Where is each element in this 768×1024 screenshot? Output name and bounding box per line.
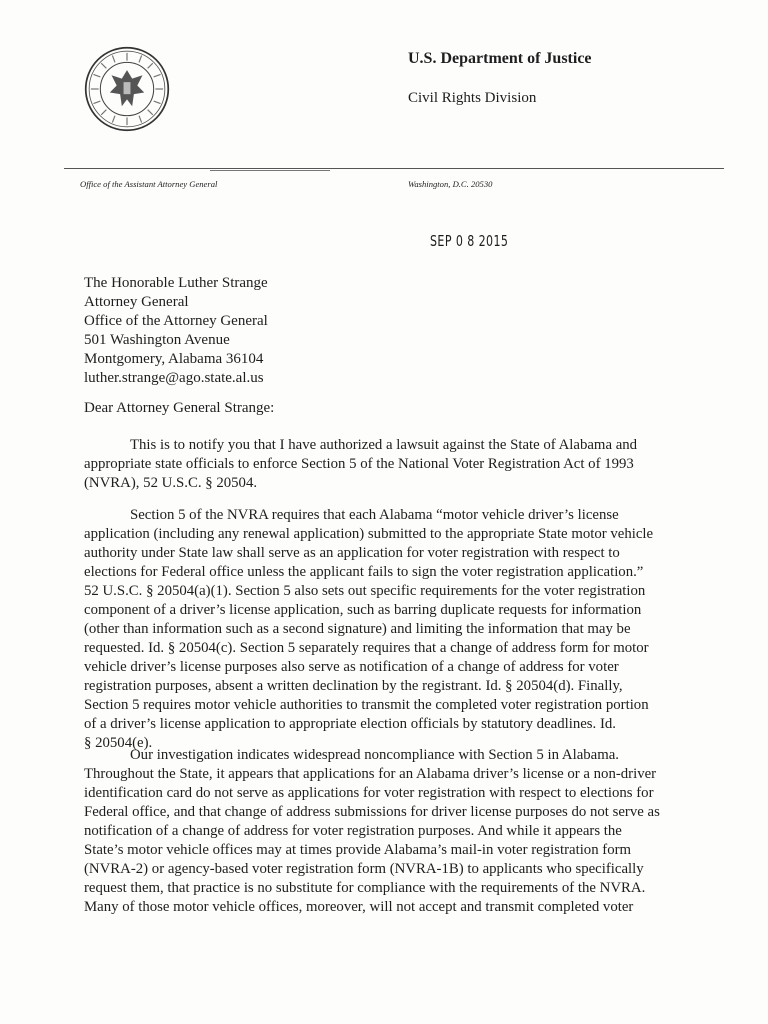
- paragraph-line: component of a driver’s license application, such as barring duplicate requests for information: [84, 602, 642, 618]
- paragraph-line: Many of those motor vehicle offices, moreover, will not accept and transmit completed voter: [84, 899, 634, 915]
- paragraph-line: Section 5 requires motor vehicle authorities to transmit the completed voter registration portion: [84, 697, 649, 713]
- body-paragraph-3: [84, 746, 732, 917]
- paragraph-line: Throughout the State, it appears that applications for an Alabama driver’s license or a non-driver: [84, 766, 657, 782]
- paragraph-line: This is to notify you that I have authorized a lawsuit against the State of Alabama and: [130, 437, 638, 453]
- paragraph-line: application (including any renewal application) submitted to the appropriate State motor vehicle: [84, 526, 654, 542]
- salutation: Dear Attorney General Strange:: [84, 400, 275, 416]
- recipient-line: 501 Washington Avenue: [84, 332, 230, 348]
- doj-seal-icon: [84, 46, 170, 132]
- recipient-line: Office of the Attorney General: [84, 313, 268, 329]
- paragraph-line: Section 5 of the NVRA requires that each Alabama “motor vehicle driver’s license: [130, 507, 619, 523]
- paragraph-line: requested. Id. § 20504(c). Section 5 separately requires that a change of address form for motor: [84, 640, 649, 656]
- paragraph-line: notification of a change of address for voter registration purposes. And while it appears the: [84, 823, 622, 839]
- recipient-line: The Honorable Luther Strange: [84, 275, 268, 291]
- paragraph-line: 52 U.S.C. § 20504(a)(1). Section 5 also sets out specific requirements for the voter registration: [84, 583, 646, 599]
- paragraph-line: authority under State law shall serve as an application for voter registration with respect to: [84, 545, 620, 561]
- date-stamp: SEP 0 8 2015: [430, 232, 509, 250]
- paragraph-line: (other than information such as a second signature) and limiting the information that may be: [84, 621, 631, 637]
- recipient-line: Attorney General: [84, 294, 189, 310]
- paragraph-line: § 20504(e).: [84, 735, 153, 751]
- office-location: Washington, D.C. 20530: [408, 179, 493, 189]
- division-name: Civil Rights Division: [408, 90, 537, 106]
- paragraph-line: Federal office, and that change of address submissions for driver license purposes do not serve as: [84, 804, 660, 820]
- recipient-address: [84, 274, 268, 388]
- paragraph-line: State’s motor vehicle offices may at times provide Alabama’s mail-in voter registration form: [84, 842, 632, 858]
- letterhead-divider: [64, 168, 724, 169]
- paragraph-line: vehicle driver’s license purposes also serve as notification of a change of address for voter: [84, 659, 619, 675]
- recipient-line: Montgomery, Alabama 36104: [84, 351, 264, 367]
- paragraph-line: elections for Federal office unless the applicant fails to sign the voter registration application.”: [84, 564, 644, 580]
- office-name: Office of the Assistant Attorney General: [80, 179, 218, 189]
- paragraph-line: Our investigation indicates widespread noncompliance with Section 5 in Alabama.: [130, 747, 619, 763]
- paragraph-line: request them, that practice is no substitute for compliance with the requirements of the NVRA.: [84, 880, 646, 896]
- recipient-email: luther.strange@ago.state.al.us: [84, 370, 264, 386]
- body-paragraph-1: [84, 436, 732, 493]
- paragraph-line: (NVRA-2) or agency-based voter registration form (NVRA-1B) to applicants who specifically: [84, 861, 644, 877]
- letterhead-divider-accent: [210, 170, 330, 171]
- paragraph-line: identification card do not serve as applications for voter registration with respect to elections for: [84, 785, 654, 801]
- paragraph-line: (NVRA), 52 U.S.C. § 20504.: [84, 475, 258, 491]
- paragraph-line: appropriate state officials to enforce Section 5 of the National Voter Registration Act of 1993: [84, 456, 634, 472]
- paragraph-line: of a driver’s license application to appropriate election officials by statutory deadlines. Id.: [84, 716, 616, 732]
- paragraph-line: registration purposes, absent a written declination by the registrant. Id. § 20504(d). Finally,: [84, 678, 623, 694]
- body-paragraph-2: [84, 506, 732, 753]
- agency-name: U.S. Department of Justice: [408, 50, 592, 67]
